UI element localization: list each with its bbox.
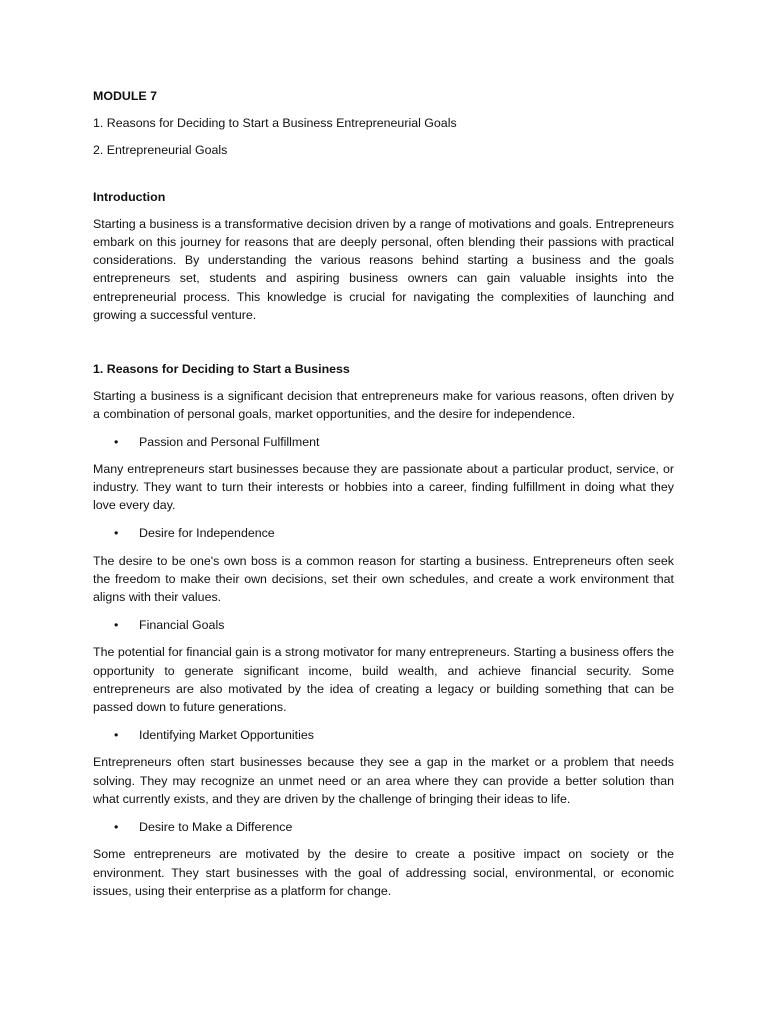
reason-paragraph: The potential for financial gain is a strong motivator for many entrepreneurs. Starting a business offers the opportunity to generate significant income, build wealth, and achieve financial security. Some entrepreneurs are also motivated by the idea of creating a legacy or building something that can be passed down to future generations. (93, 645, 674, 715)
bullet-item (93, 616, 674, 634)
document-page (93, 87, 674, 900)
bullet-icon: • (114, 618, 119, 633)
module-title: MODULE 7 (93, 89, 158, 103)
bullet-icon: • (114, 728, 119, 743)
reason-paragraph: Entrepreneurs often start businesses because they see a gap in the market or a problem that needs solving. They may recognize an unmet need or an area where they can provide a better solution than what currently exists, and they are driven by the challenge of bringing their ideas to life. (93, 755, 674, 806)
toc-item-2: 2. Entrepreneurial Goals (93, 143, 228, 158)
bullet-item (93, 818, 674, 836)
bullet-title: Financial Goals (139, 618, 225, 633)
reason-paragraph: Some entrepreneurs are motivated by the desire to create a positive impact on society or the environment. They start businesses with the goal of addressing social, environmental, or economic issues, using their enterprise as a platform for change. (93, 847, 674, 898)
bullet-item (93, 726, 674, 744)
bullet-title: Identifying Market Opportunities (139, 728, 314, 743)
bullet-title: Passion and Personal Fulfillment (139, 434, 320, 449)
section-1-intro: Starting a business is a significant decision that entrepreneurs make for various reasons, often driven by a combination of personal goals, market opportunities, and the desire for independence. (93, 389, 674, 422)
toc-item-1: 1. Reasons for Deciding to Start a Business Entrepreneurial Goals (93, 116, 457, 131)
section-1-heading: 1. Reasons for Deciding to Start a Business (93, 362, 350, 377)
bullet-item (93, 433, 674, 451)
bullet-icon: • (114, 820, 119, 835)
bullet-icon: • (114, 526, 119, 541)
introduction-paragraph: Starting a business is a transformative decision driven by a range of motivations and goals. Entrepreneurs embark on this journey for reasons that are deeply personal, often blending their passions with practical considerations. By understanding the various reasons behind starting a business and the goals entrepreneurs set, students and aspiring business owners can gain valuable insights into the entrepreneurial process. This knowledge is crucial for navigating the complexities of launching and growing a successful venture. (93, 216, 674, 322)
introduction-heading: Introduction (93, 189, 166, 204)
bullet-title: Desire to Make a Difference (139, 820, 293, 835)
bullet-title: Desire for Independence (139, 526, 275, 541)
reason-paragraph: The desire to be one's own boss is a common reason for starting a business. Entrepreneurs often seek the freedom to make their own decisions, set their own schedules, and create a work environment that aligns with their values. (93, 553, 674, 605)
bullet-item (93, 524, 674, 542)
bullet-icon: • (114, 434, 119, 449)
reason-paragraph: Many entrepreneurs start businesses because they are passionate about a particular product, service, or industry. They want to turn their interests or hobbies into a career, finding fulfillment in doing what they love every day. (93, 461, 674, 513)
